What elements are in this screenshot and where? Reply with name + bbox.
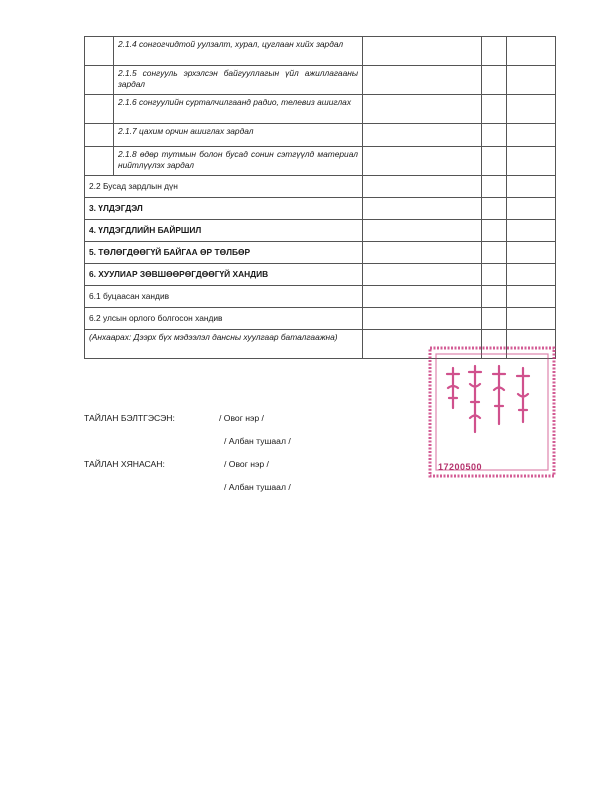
- row-label: 2.2 Бусад зардлын дүн: [85, 176, 363, 198]
- table-row: [85, 242, 556, 264]
- expense-report-table: [84, 36, 556, 359]
- table-row: [85, 124, 556, 147]
- reviewed-by-label: ТАЙЛАН ХЯНАСАН:: [84, 459, 165, 469]
- row-label: 6.1 буцаасан хандив: [85, 286, 363, 308]
- prepared-position-field: / Албан тушаал /: [224, 436, 291, 446]
- table-row: [85, 198, 556, 220]
- section-heading: 6. ХУУЛИАР ЗӨВШӨӨРӨГДӨӨГҮЙ ХАНДИВ: [85, 264, 363, 286]
- row-label: 2.1.7 цахим орчин ашиглах зардал: [114, 124, 363, 147]
- section-heading: 5. ТӨЛӨГДӨӨГҮЙ БАЙГАА ӨР ТӨЛБӨР: [85, 242, 363, 264]
- table-row: [85, 66, 556, 95]
- prepared-by-label: ТАЙЛАН БЭЛТГЭСЭН:: [84, 413, 175, 423]
- table-row: [85, 286, 556, 308]
- stamp-number: 17200500: [438, 462, 483, 472]
- official-stamp: [427, 344, 557, 480]
- table-row: [85, 176, 556, 198]
- section-heading: 4. ҮЛДЭГДЛИЙН БАЙРШИЛ: [85, 220, 363, 242]
- note-text: (Анхаарах: Дээрх бүх мэдээлэл дансны хуулгаар баталгаажна): [85, 330, 363, 359]
- table-row: [85, 220, 556, 242]
- section-heading: 3. ҮЛДЭГДЭЛ: [85, 198, 363, 220]
- table-row: [85, 37, 556, 66]
- reviewed-name-field: / Овог нэр /: [224, 459, 269, 469]
- row-label: 2.1.4 сонгогчидтой уулзалт, хурал, цуглаан хийх зардал: [114, 37, 363, 66]
- table-row: [85, 264, 556, 286]
- row-label: 2.1.6 сонгуулийн сурталчилгаанд радио, телевиз ашиглах: [114, 95, 363, 124]
- prepared-name-field: / Овог нэр /: [219, 413, 264, 423]
- row-label: 2.1.8 өдөр тутмын болон бусад сонин сэтгүүлд материал нийтлүүлэх зардал: [114, 147, 363, 176]
- table-row: [85, 147, 556, 176]
- table-row: [85, 308, 556, 330]
- reviewed-position-field: / Албан тушаал /: [224, 482, 291, 492]
- row-label: 2.1.5 сонгууль эрхэлсэн байгууллагын үйл ажиллагааны зардал: [114, 66, 363, 95]
- table-row: [85, 95, 556, 124]
- row-label: 6.2 улсын орлого болгосон хандив: [85, 308, 363, 330]
